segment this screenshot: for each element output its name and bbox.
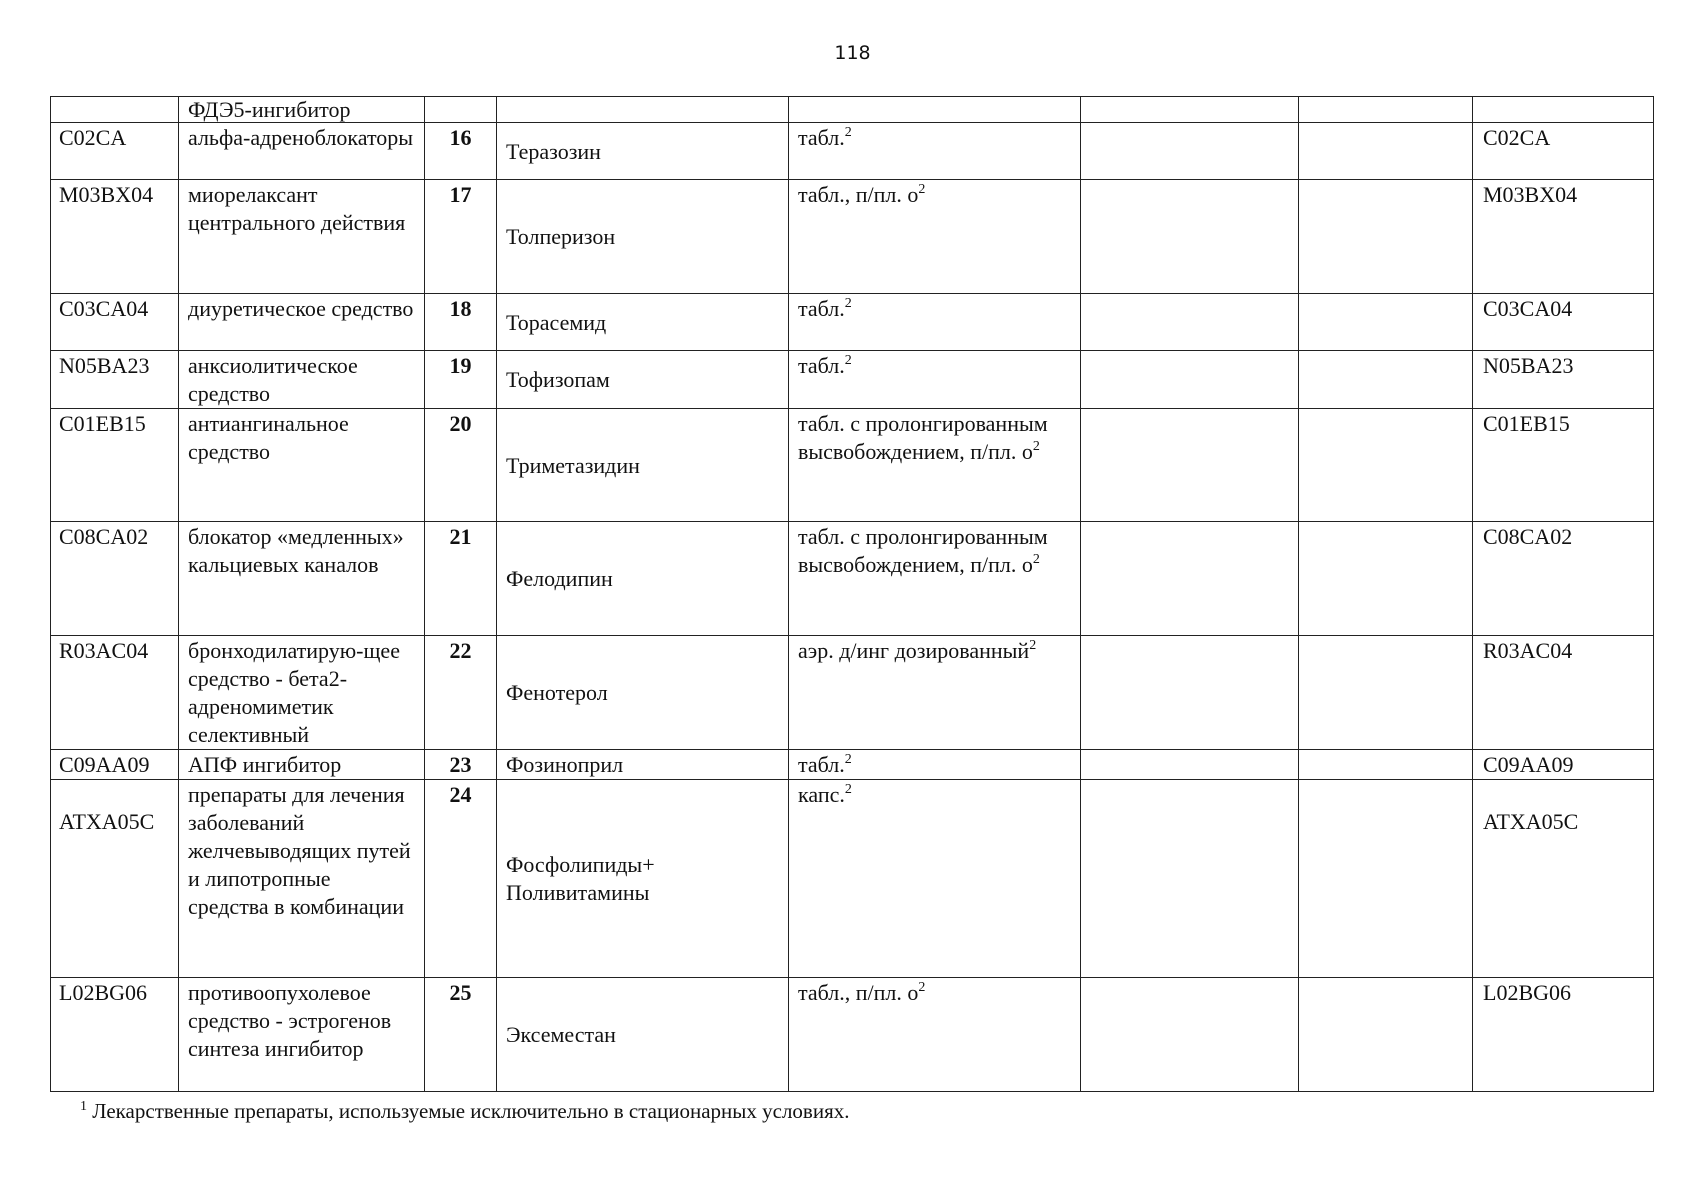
superscript-marker: 2 bbox=[1032, 551, 1040, 567]
header-cell-7 bbox=[1299, 97, 1473, 123]
pharm-group-cell-text: АПФ ингибитор bbox=[188, 752, 342, 777]
drug-name-cell bbox=[497, 780, 789, 978]
dosage-form-cell-text: табл. bbox=[798, 125, 845, 150]
superscript-marker: 2 bbox=[844, 124, 852, 140]
drug-name-cell-text: Теразозин bbox=[506, 138, 601, 164]
pharm-group-cell-text: анксиолитическое средство bbox=[188, 353, 358, 406]
atc-code-cell-text: ATXA05C bbox=[59, 809, 155, 834]
header-cell-4 bbox=[497, 97, 789, 123]
dosage-form-cell-text: табл., п/пл. о bbox=[798, 182, 919, 207]
atc-code-right-cell-text: C02CA bbox=[1483, 125, 1551, 150]
atc-code-cell bbox=[51, 294, 179, 351]
atc-code-right-cell-text: C01EB15 bbox=[1483, 411, 1570, 436]
pharm-group-cell-text: блокатор «медленных» кальциевых каналов bbox=[188, 524, 404, 577]
pharm-group-cell bbox=[179, 180, 425, 294]
atc-code-cell-text: C03CA04 bbox=[59, 296, 149, 321]
drug-name-cell bbox=[497, 636, 789, 750]
atc-code-cell bbox=[51, 636, 179, 750]
atc-code-cell-text: C08CA02 bbox=[59, 524, 149, 549]
footnote bbox=[80, 1098, 849, 1124]
table-row bbox=[51, 180, 1654, 294]
drug-name-cell-text: Эксеместан bbox=[506, 1022, 616, 1047]
pharm-group-cell-text: миорелаксант центрального действия bbox=[188, 182, 406, 235]
dosage-form-cell-text: табл. bbox=[798, 752, 845, 777]
drug-name-cell-text: Фозиноприл bbox=[506, 752, 624, 777]
empty-cell bbox=[1081, 750, 1299, 780]
atc-code-cell bbox=[51, 409, 179, 522]
table-row bbox=[51, 294, 1654, 351]
atc-code-right-cell bbox=[1473, 351, 1654, 409]
table-row bbox=[51, 636, 1654, 750]
table-row bbox=[51, 522, 1654, 636]
dosage-form-cell bbox=[789, 294, 1081, 351]
empty-cell bbox=[1299, 351, 1473, 409]
pharm-group-cell bbox=[179, 636, 425, 750]
pharm-group-cell-text: альфа-адреноблокаторы bbox=[188, 125, 414, 150]
dosage-form-cell-text: табл., п/пл. о bbox=[798, 980, 919, 1005]
atc-code-cell-text: C02CA bbox=[59, 125, 127, 150]
dosage-form-cell bbox=[789, 636, 1081, 750]
dosage-form-cell bbox=[789, 180, 1081, 294]
empty-cell bbox=[1081, 522, 1299, 636]
atc-code-cell bbox=[51, 180, 179, 294]
drug-name-cell bbox=[497, 180, 789, 294]
row-number-cell-text: 22 bbox=[449, 638, 472, 663]
dosage-form-cell-text: табл. bbox=[798, 296, 845, 321]
dosage-form-cell bbox=[789, 780, 1081, 978]
empty-cell bbox=[1299, 522, 1473, 636]
row-number-cell-text: 19 bbox=[449, 353, 472, 378]
row-number-cell bbox=[425, 522, 497, 636]
table-row-header bbox=[51, 97, 1654, 123]
table-row bbox=[51, 780, 1654, 978]
header-cell-3 bbox=[425, 97, 497, 123]
table-row bbox=[51, 123, 1654, 180]
atc-code-right-cell bbox=[1473, 123, 1654, 180]
empty-cell bbox=[1299, 636, 1473, 750]
row-number-cell bbox=[425, 123, 497, 180]
superscript-marker: 2 bbox=[844, 751, 852, 767]
pharm-group-cell bbox=[179, 522, 425, 636]
empty-cell bbox=[1081, 351, 1299, 409]
empty-cell bbox=[1299, 123, 1473, 180]
atc-code-cell bbox=[51, 123, 179, 180]
dosage-form-cell-text: аэр. д/инг дозированный bbox=[798, 638, 1030, 663]
atc-code-right-cell bbox=[1473, 636, 1654, 750]
footnote-text: Лекарственные препараты, используемые исключительно в стационарных условиях. bbox=[87, 1099, 850, 1123]
header-cell-8 bbox=[1473, 97, 1654, 123]
empty-cell bbox=[1081, 294, 1299, 351]
dosage-form-cell bbox=[789, 351, 1081, 409]
atc-code-right-cell-text: C08CA02 bbox=[1483, 524, 1573, 549]
row-number-cell bbox=[425, 409, 497, 522]
drug-table bbox=[50, 96, 1654, 1092]
table-row bbox=[51, 978, 1654, 1092]
atc-code-cell-text: N05BA23 bbox=[59, 353, 150, 378]
atc-code-cell bbox=[51, 351, 179, 409]
drug-name-cell bbox=[497, 123, 789, 180]
drug-name-cell bbox=[497, 750, 789, 780]
pharm-group-cell bbox=[179, 780, 425, 978]
atc-code-cell bbox=[51, 780, 179, 978]
footnote-marker: 1 bbox=[80, 1099, 87, 1114]
empty-cell bbox=[1299, 750, 1473, 780]
header-cell-group: ФДЭ5-ингибитор bbox=[179, 97, 425, 123]
drug-name-cell bbox=[497, 351, 789, 409]
atc-code-right-cell-text: R03AC04 bbox=[1483, 638, 1573, 663]
atc-code-right-cell bbox=[1473, 978, 1654, 1092]
pharm-group-cell bbox=[179, 294, 425, 351]
header-cell-6 bbox=[1081, 97, 1299, 123]
superscript-marker: 2 bbox=[844, 781, 852, 797]
atc-code-right-cell-text: M03BX04 bbox=[1483, 182, 1578, 207]
atc-code-cell-text: R03AC04 bbox=[59, 638, 149, 663]
row-number-cell bbox=[425, 351, 497, 409]
superscript-marker: 2 bbox=[918, 181, 926, 197]
dosage-form-cell bbox=[789, 978, 1081, 1092]
empty-cell bbox=[1081, 180, 1299, 294]
table-row bbox=[51, 409, 1654, 522]
atc-code-right-cell bbox=[1473, 180, 1654, 294]
empty-cell bbox=[1081, 780, 1299, 978]
superscript-marker: 2 bbox=[844, 295, 852, 311]
atc-code-cell-text: L02BG06 bbox=[59, 980, 147, 1005]
atc-code-cell bbox=[51, 522, 179, 636]
drug-name-cell-text: Фенотерол bbox=[506, 680, 608, 705]
pharm-group-cell bbox=[179, 409, 425, 522]
pharm-group-cell-text: антиангинальное средство bbox=[188, 411, 349, 464]
empty-cell bbox=[1299, 294, 1473, 351]
empty-cell bbox=[1299, 978, 1473, 1092]
atc-code-right-cell-text: L02BG06 bbox=[1483, 980, 1571, 1005]
row-number-cell-text: 17 bbox=[449, 182, 472, 207]
row-number-cell-text: 24 bbox=[449, 782, 472, 807]
pharm-group-cell bbox=[179, 123, 425, 180]
row-number-cell bbox=[425, 780, 497, 978]
empty-cell bbox=[1299, 409, 1473, 522]
empty-cell bbox=[1081, 409, 1299, 522]
atc-code-cell bbox=[51, 978, 179, 1092]
row-number-cell bbox=[425, 978, 497, 1092]
row-number-cell-text: 18 bbox=[449, 296, 472, 321]
atc-code-right-cell bbox=[1473, 294, 1654, 351]
row-number-cell-text: 21 bbox=[449, 524, 472, 549]
table-row bbox=[51, 351, 1654, 409]
drug-name-cell-text: Толперизон bbox=[506, 224, 616, 249]
pharm-group-cell bbox=[179, 978, 425, 1092]
dosage-form-cell-text: табл. с пролонгированным высвобождением, п/пл. о bbox=[798, 411, 1048, 464]
superscript-marker: 2 bbox=[1029, 637, 1037, 653]
page-number: 118 bbox=[834, 42, 871, 64]
table-row bbox=[51, 750, 1654, 780]
drug-name-cell-text: Фелодипин bbox=[506, 566, 613, 591]
empty-cell bbox=[1081, 123, 1299, 180]
drug-name-cell-text: Триметазидин bbox=[506, 452, 640, 478]
atc-code-cell-text: C01EB15 bbox=[59, 411, 146, 436]
dosage-form-cell bbox=[789, 409, 1081, 522]
superscript-marker: 2 bbox=[844, 352, 852, 368]
drug-name-cell-text: Тофизопам bbox=[506, 367, 610, 392]
dosage-form-cell bbox=[789, 123, 1081, 180]
row-number-cell bbox=[425, 294, 497, 351]
atc-code-right-cell-text: C03CA04 bbox=[1483, 296, 1573, 321]
empty-cell bbox=[1299, 780, 1473, 978]
drug-name-cell bbox=[497, 294, 789, 351]
atc-code-right-cell bbox=[1473, 780, 1654, 978]
row-number-cell bbox=[425, 180, 497, 294]
atc-code-right-cell bbox=[1473, 750, 1654, 780]
row-number-cell-text: 16 bbox=[449, 125, 472, 150]
dosage-form-cell-text: табл. с пролонгированным высвобождением, п/пл. о bbox=[798, 524, 1048, 577]
atc-code-right-cell bbox=[1473, 522, 1654, 636]
atc-code-cell-text: C09AA09 bbox=[59, 752, 150, 777]
empty-cell bbox=[1299, 180, 1473, 294]
pharm-group-cell-text: противоопухолевое средство - эстрогенов синтеза ингибитор bbox=[188, 980, 392, 1061]
row-number-cell bbox=[425, 636, 497, 750]
row-number-cell-text: 25 bbox=[449, 980, 472, 1005]
drug-name-cell-text: Торасемид bbox=[506, 309, 607, 335]
atc-code-right-cell-text: ATXA05C bbox=[1483, 809, 1579, 834]
dosage-form-cell-text: капс. bbox=[798, 782, 845, 807]
header-cell-1 bbox=[51, 97, 179, 123]
dosage-form-cell-text: табл. bbox=[798, 353, 845, 378]
pharm-group-cell bbox=[179, 750, 425, 780]
atc-code-right-cell bbox=[1473, 409, 1654, 522]
empty-cell bbox=[1081, 636, 1299, 750]
atc-code-right-cell-text: N05BA23 bbox=[1483, 353, 1574, 378]
row-number-cell-text: 23 bbox=[449, 752, 472, 777]
drug-name-cell-text: Фосфолипиды+ Поливитамины bbox=[506, 852, 655, 905]
pharm-group-cell bbox=[179, 351, 425, 409]
dosage-form-cell bbox=[789, 750, 1081, 780]
drug-name-cell bbox=[497, 522, 789, 636]
empty-cell bbox=[1081, 978, 1299, 1092]
pharm-group-cell-text: препараты для лечения заболеваний желчевыводящих путей и липотропные средства в комбинации bbox=[188, 782, 411, 919]
drug-name-cell bbox=[497, 978, 789, 1092]
pharm-group-cell-text: диуретическое средство bbox=[188, 296, 414, 321]
drug-name-cell bbox=[497, 409, 789, 522]
atc-code-right-cell-text: C09AA09 bbox=[1483, 752, 1574, 777]
dosage-form-cell bbox=[789, 522, 1081, 636]
superscript-marker: 2 bbox=[918, 979, 926, 995]
row-number-cell-text: 20 bbox=[449, 411, 472, 436]
superscript-marker: 2 bbox=[1032, 438, 1040, 454]
row-number-cell bbox=[425, 750, 497, 780]
atc-code-cell-text: M03BX04 bbox=[59, 182, 154, 207]
pharm-group-cell-text: бронходилатирую-щее средство - бета2-адреномиметик селективный bbox=[188, 638, 400, 747]
atc-code-cell bbox=[51, 750, 179, 780]
header-cell-5 bbox=[789, 97, 1081, 123]
